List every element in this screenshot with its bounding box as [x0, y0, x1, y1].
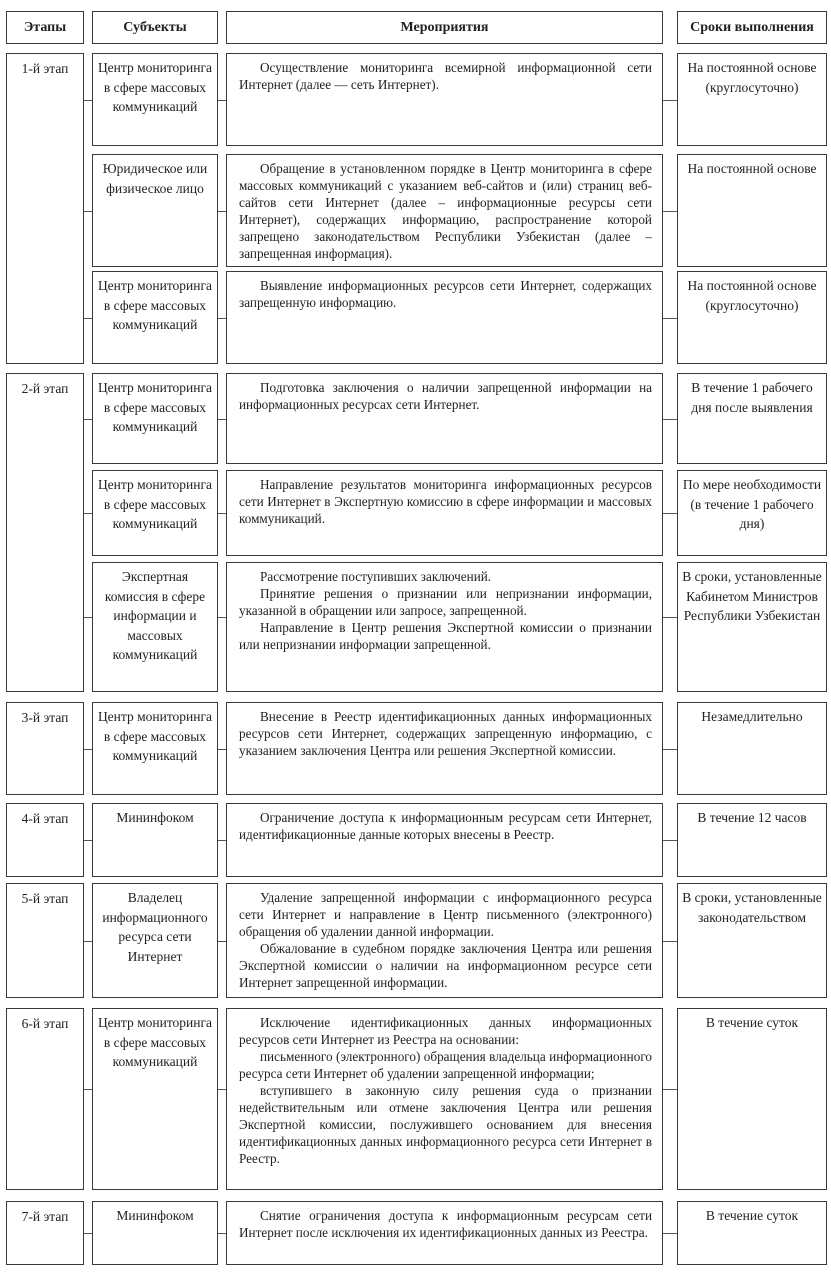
timing-box: На постоянной основе (круглосуточно): [677, 271, 827, 364]
subject-box: Владелец информационного ресурса сети Интернет: [92, 883, 218, 998]
connector-line: [218, 513, 226, 514]
subject-box: Центр мониторинга в сфере массовых коммуникаций: [92, 702, 218, 795]
activity-paragraph: Снятие ограничения доступа к информационным ресурсам сети Интернет после исключения их идентификационных данных из Реестра.: [239, 1208, 652, 1240]
activity-paragraph: Ограничение доступа к информационным ресурсам сети Интернет, идентификационные данные которых внесены в Реестр.: [239, 810, 652, 842]
activity-box: [226, 470, 663, 556]
connector-line: [663, 749, 677, 750]
connector-line: [84, 211, 92, 212]
connector-line: [84, 840, 92, 841]
connector-line: [84, 419, 92, 420]
timing-box: По мере необходимости (в течение 1 рабочего дня): [677, 470, 827, 556]
activity-box: [226, 702, 663, 795]
connector-line: [84, 617, 92, 618]
subject-box: Центр мониторинга в сфере массовых коммуникаций: [92, 1008, 218, 1190]
timing-box: В течение 12 часов: [677, 803, 827, 877]
activity-paragraph: Обращение в установленном порядке в Центр мониторинга в сфере массовых коммуникаций с указанием веб-сайтов и (или) страниц веб-сайтов сети Интернет (далее – информационные ресурсы сети Интернет), содержащих информацию, распространение которой запрещено законодательством Республики Узбекистан (далее – запрещенная информация).: [239, 161, 652, 261]
connector-line: [663, 211, 677, 212]
connector-line: [663, 318, 677, 319]
activity-paragraph: Рассмотрение поступивших заключений.: [260, 569, 492, 584]
activity-box: [226, 53, 663, 146]
activity-paragraph: вступившего в законную силу решения суда о признании недействительным или отмене заключения Центра или решения Экспертной комиссии, послужившего основанием для внесения идентификационных данных информационного ресурса сети Интернет в Реестр.: [239, 1083, 652, 1166]
connector-line: [84, 749, 92, 750]
connector-line: [663, 1233, 677, 1234]
connector-line: [218, 1233, 226, 1234]
connector-line: [218, 941, 226, 942]
header-timing: Сроки выполнения: [677, 11, 827, 44]
connector-line: [218, 617, 226, 618]
connector-line: [84, 100, 92, 101]
connector-line: [84, 1089, 92, 1090]
timing-box: В сроки, установленные Кабинетом Министров Республики Узбекистан: [677, 562, 827, 692]
connector-line: [663, 513, 677, 514]
activity-paragraph: Обжалование в судебном порядке заключения Центра или решения Экспертной комиссии о наличии на информационном ресурсе сети Интернет запрещенной информации.: [239, 941, 652, 990]
connector-line: [218, 1089, 226, 1090]
activity-box: [226, 1008, 663, 1190]
activity-box: [226, 803, 663, 877]
connector-line: [84, 1233, 92, 1234]
activity-box: [226, 271, 663, 364]
stage-box: 6-й этап: [6, 1008, 84, 1190]
connector-line: [84, 513, 92, 514]
activity-paragraph: Подготовка заключения о наличии запрещенной информации на информационных ресурсах сети Интернет.: [239, 380, 652, 412]
activity-box: [226, 1201, 663, 1265]
subject-box: Мининфоком: [92, 803, 218, 877]
activity-paragraph: Исключение идентификационных данных информационных ресурсов сети Интернет из Реестра на основании:: [239, 1015, 652, 1047]
timing-box: На постоянной основе: [677, 154, 827, 267]
connector-line: [218, 419, 226, 420]
timing-box: На постоянной основе (круглосуточно): [677, 53, 827, 146]
subject-box: Центр мониторинга в сфере массовых коммуникаций: [92, 271, 218, 364]
subject-box: Экспертная комиссия в сфере информации и массовых коммуникаций: [92, 562, 218, 692]
connector-line: [663, 941, 677, 942]
connector-line: [84, 941, 92, 942]
activity-paragraph: Осуществление мониторинга всемирной информационной сети Интернет (далее — сеть Интернет).: [239, 60, 652, 92]
connector-line: [663, 100, 677, 101]
connector-line: [218, 100, 226, 101]
stage-box: 2-й этап: [6, 373, 84, 692]
subject-box: Юридическое или физическое лицо: [92, 154, 218, 267]
stage-box: 5-й этап: [6, 883, 84, 998]
connector-line: [218, 211, 226, 212]
stage-box: 3-й этап: [6, 702, 84, 795]
timing-box: В сроки, установленные законодательством: [677, 883, 827, 998]
connector-line: [218, 318, 226, 319]
stage-box: 1-й этап: [6, 53, 84, 364]
connector-line: [218, 749, 226, 750]
activity-paragraph: Удаление запрещенной информации с информационного ресурса сети Интернет и направление в Центр письменного (электронного) обращения об удалении данной информации.: [239, 890, 652, 939]
subject-box: Мининфоком: [92, 1201, 218, 1265]
connector-line: [663, 1089, 677, 1090]
timing-box: Незамедлительно: [677, 702, 827, 795]
connector-line: [663, 840, 677, 841]
activity-paragraph: Принятие решения о признании или непризнании информации, указанной в обращении или запросе, запрещенной.: [239, 586, 652, 618]
subject-box: Центр мониторинга в сфере массовых коммуникаций: [92, 373, 218, 464]
subject-box: Центр мониторинга в сфере массовых коммуникаций: [92, 53, 218, 146]
activity-paragraph: Внесение в Реестр идентификационных данных информационных ресурсов сети Интернет, содержащих запрещенную информацию, с указанием заключения Центра или решения Экспертной комиссии.: [239, 709, 652, 758]
activity-paragraph: Направление результатов мониторинга информационных ресурсов сети Интернет в Экспертную комиссию в сфере информации и массовых коммуникаций.: [239, 477, 652, 526]
header-subjects: Субъекты: [92, 11, 218, 44]
header-stages: Этапы: [6, 11, 84, 44]
timing-box: В течение суток: [677, 1008, 827, 1190]
connector-line: [663, 419, 677, 420]
activity-box: [226, 154, 663, 267]
activity-paragraph: письменного (электронного) обращения владельца информационного ресурса сети Интернет об удалении запрещенной информации;: [239, 1049, 652, 1081]
activity-box: [226, 883, 663, 998]
connector-line: [218, 840, 226, 841]
header-activities: Мероприятия: [226, 11, 663, 44]
connector-line: [663, 617, 677, 618]
stage-box: 4-й этап: [6, 803, 84, 877]
activity-box: [226, 562, 663, 692]
activity-paragraph: Выявление информационных ресурсов сети Интернет, содержащих запрещенную информацию.: [239, 278, 652, 310]
activity-paragraph: Направление в Центр решения Экспертной комиссии о признании или непризнании информации запрещенной.: [239, 620, 652, 652]
subject-box: Центр мониторинга в сфере массовых коммуникаций: [92, 470, 218, 556]
activity-box: [226, 373, 663, 464]
connector-line: [84, 318, 92, 319]
stage-box: 7-й этап: [6, 1201, 84, 1265]
timing-box: В течение суток: [677, 1201, 827, 1265]
timing-box: В течение 1 рабочего дня после выявления: [677, 373, 827, 464]
